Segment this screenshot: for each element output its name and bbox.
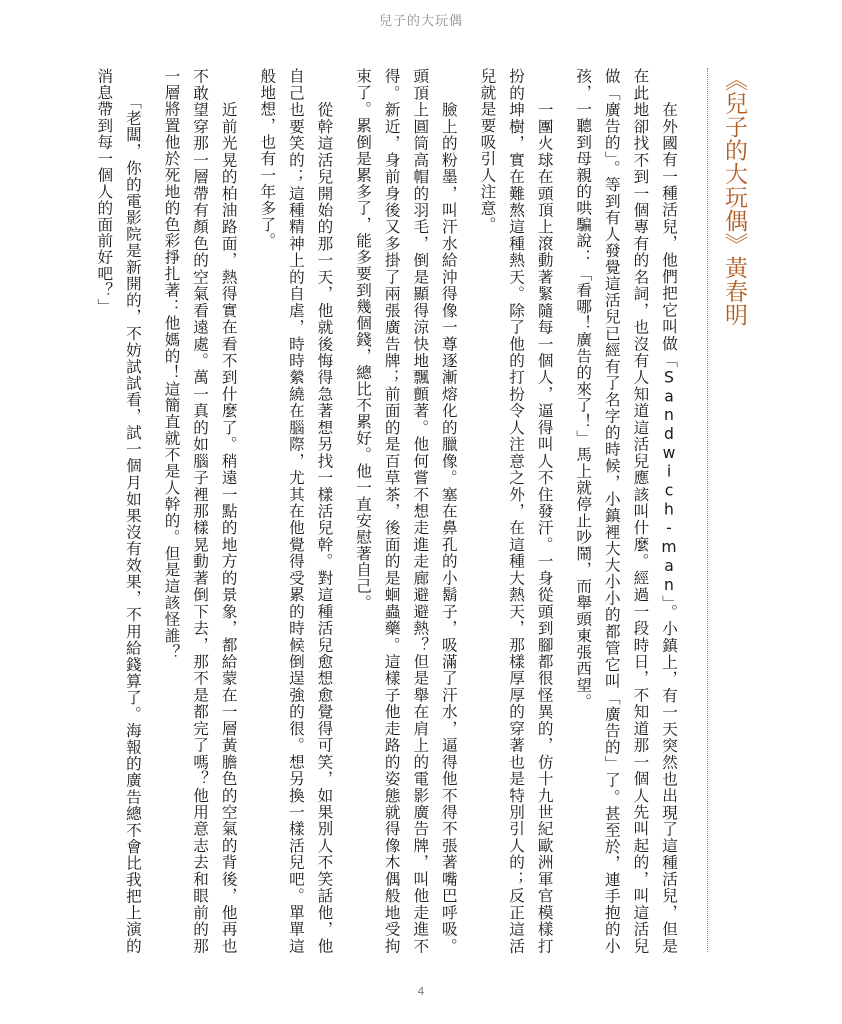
paragraph-6: 「老闆，你的電影院是新開的，不妨試試看，試一個月如果沒有效果，不用給錢算了。海報的廣告總不會比我把上演的消息帶到每一個人的面前好吧？」 xyxy=(95,68,142,954)
paragraph-1: 在外國有一種活兒，他們把它叫做「Sandwich-man」。小鎮上，有一天突然也出現了這種活兒，但是在此地卻找不到一個專有的名詞，也沒有人知道這活兒應該叫什麼。經過一段時日，不知道那一個人先叫起的，叫這活兒做「廣告的」。等到有人發覺這活兒已經有了名字的時候，小鎮裡大大小小的都管它叫「廣告的」了。甚至於，連手抱的小孩，一聽到母親的哄騙說：「看哪！廣告的來了！」馬上就停止吵鬧，而舉頭東張西望。 xyxy=(574,68,678,954)
title-divider xyxy=(707,68,708,952)
paragraph-5: 近前光晃的柏油路面，熱得實在看不到什麼了。稍遠一點的地方的景象，都給蒙在一層黃膽色的空氣的背後，他再也不敢望穿那一層帶有顏色的空氣看遠處。萬一真的如腦子裡那樣晃動著倒下去，那不是都完了嗎？他用意志去和眼前的那一層將置他於死地的色彩掙扎著：他媽的！這簡直就不是人幹的。但是這該怪誰？ xyxy=(162,68,238,954)
article-title: 《兒子的大玩偶》黃春明 xyxy=(721,68,747,327)
article-body xyxy=(90,68,750,954)
paragraph-4: 從幹這活兒開始的那一天，他就後悔得急著想另找一樣活兒幹。對這種活兒愈想愈覺得可笑，如果別人不笑話他，他自己也要笑的；這種精神上的自虐，時時縈繞在腦際，尤其在他覺得受累的時候倒逞強的很。想另換一樣活兒吧。單單這般地想，也有一年多了。 xyxy=(258,68,334,954)
paragraph-2: 一團火球在頭頂上滾動著緊隨每一個人，逼得叫人不住發汗。一身從頭到腳都很怪異的，仿十九世紀歐洲軍官模樣打扮的坤樹，實在難熬這種熱天。除了他的打扮令人注意之外，在這種大熱天，那樣厚厚的穿著也是特別引人的；反正這活兒就是要吸引人注意。 xyxy=(478,68,554,954)
running-header: 兒子的大玩偶 xyxy=(378,14,463,29)
page-number: 4 xyxy=(417,985,425,998)
paragraph-3: 臉上的粉墨，叫汗水給沖得像一尊逐漸熔化的臘像。塞在鼻孔的小鬍子，吸滿了汗水，逼得他不得不張著嘴巴呼吸。頭頂上圓筒高帽的羽毛，倒是顯得涼快地飄顫著。他何嘗不想走進走廊避避熱？但是舉在肩上的電影廣告牌，叫他走進不得。新近，身前身後又多掛了兩張廣告牌；前面的是百草茶，後面的是蛔蟲藥。這樣子他走路的姿態就得像木偶般地受拘束了。累倒是累多了，能多要到幾個錢，總比不累好。他一直安慰著自己。 xyxy=(354,68,458,954)
